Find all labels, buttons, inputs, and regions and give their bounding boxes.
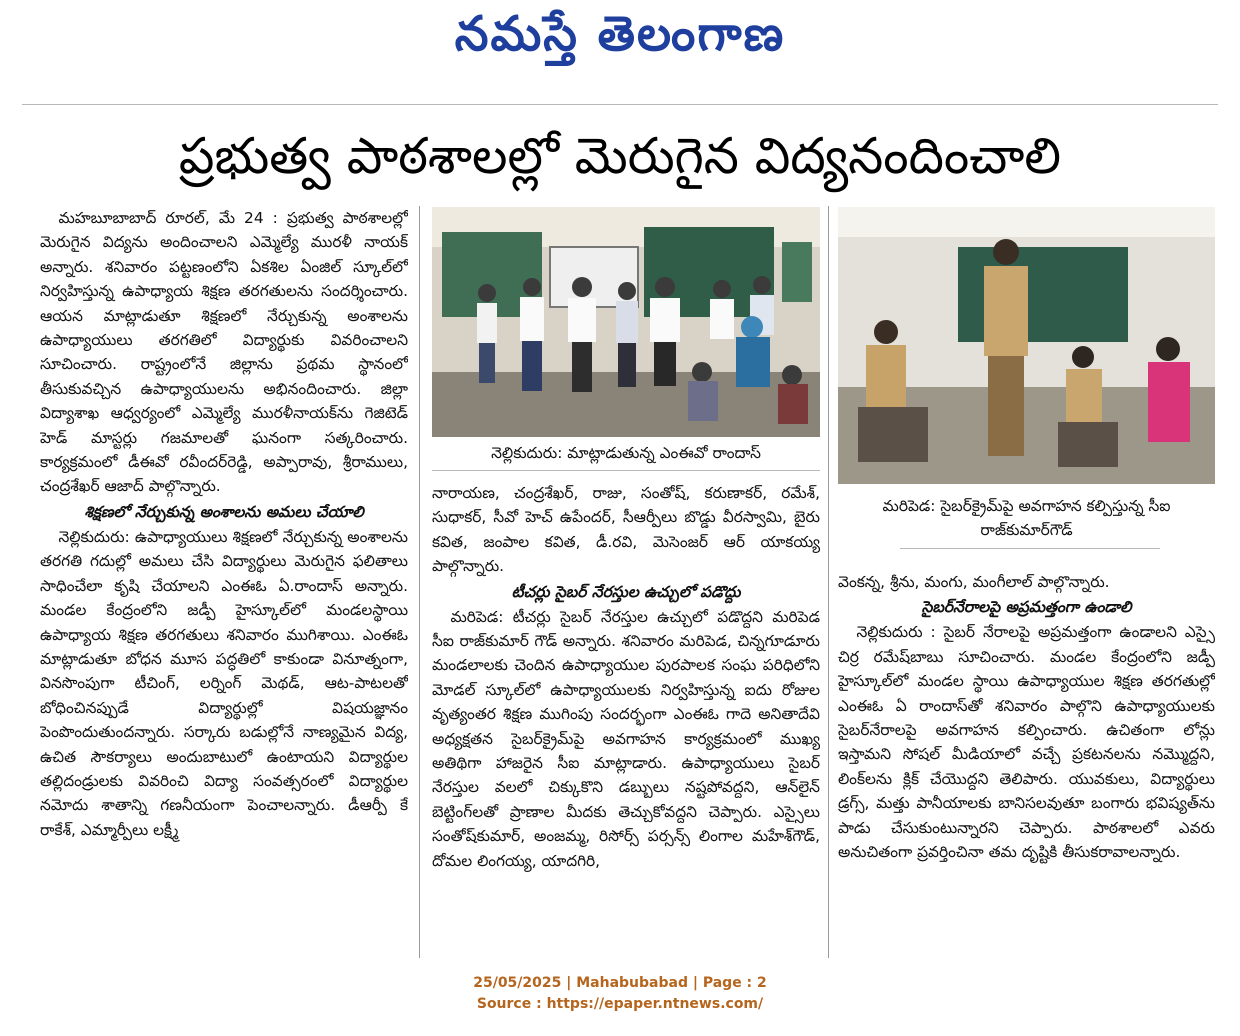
- story-mahabubabad: మహబూబాబాద్ రూరల్, మే 24 : ప్రభుత్వ పాఠశాలల్లో మెరుగైన విద్యను అందించాలని ఎమ్మెల్యే మురళీ నాయక్ అన్నారు. శనివారం పట్టణంలోని ఏకశిల ఏంజిల్ స్కూల్‌లో నిర్వహిస్తున్న ఉపాధ్యాయ శిక్షణ తరగతులను సందర్శించారు. ఆయన మాట్లాడుతూ శిక్షణలో నేర్చుకున్న అంశాలను ఉపాధ్యాయులు తరగతిలో విద్యార్థుకు వివరించాలని సూచించారు. రాష్ట్రంలోనే జిల్లాను ప్రథమ స్థానంలో తీసుకువచ్చిన ఉపాధ్యాయులను అభినందించారు. జిల్లా విద్యాశాఖ ఆధ్వర్యంలో ఎమ్మెల్యే మురళీనాయక్‌ను గెజిటెడ్ హెడ్ మాస్టర్లు గజమాలతో ఘనంగా సత్కరించారు. కార్యక్రమంలో డీఈవో రవీందర్‌రెడ్డి, అప్పారావు, శ్రీరాములు, చంద్రశేఖర్ ఆజాద్ పాల్గొన్నారు.: [40, 209, 408, 496]
- caption-rule: [900, 548, 1160, 549]
- story-nellikuduru-training: నెల్లికుదురు: ఉపాధ్యాయులు శిక్షణలో నేర్చుకున్న అంశాలను తరగతి గదుల్లో అమలు చేసి విద్యార్థులు మెరుగైన ఫలితాలు సాధించేలా కృషి చేయాలని ఎంఈఓ ఏ.రాందాస్ అన్నారు. మండల కేంద్రంలోని జడ్పీ హైస్కూల్‌లో మండలస్థాయి ఉపాధ్యాయ శిక్షణ తరగతులు శనివారం ముగిశాయి. ఎంఈఓ మాట్లాడుతూ బోధన మూస పద్ధతిలో కాకుండా వినూత్నంగా, వినసొంపుగా టీచింగ్, లర్నింగ్ మెథడ్, ఆట-పాటలతో బోధించినప్పుడే విద్యార్థుల్లో విషయజ్ఞానం పెంపొందుతుందన్నారు. సర్కారు బడుల్లోనే నాణ్యమైన విద్య, ఉచిత సౌకర్యాలు అందుబాటులో ఉంటాయని విద్యార్థుల తల్లిదండ్రులకు వివరించి విద్యా సంవత్సరంలో విద్యార్థుల నమోదు శాతాన్ని గణనీయంగా పెంచాలన్నారు. డీఆర్పీ కే రాకేశ్, ఎమ్మార్పీలు లక్ష్మీ: [40, 527, 408, 839]
- photo1-caption: నెల్లికుదురు: మాట్లాడుతున్న ఎంఈవో రాందాస్: [491, 444, 761, 462]
- masthead-logo: నమస్తే తెలంగాణ: [454, 6, 786, 62]
- header-rule: [22, 104, 1218, 105]
- police-awareness-photo: [838, 207, 1215, 484]
- subhead-cyber-alert: సైబర్‌నేరాలపై అప్రమత్తంగా ఉండాలి: [921, 598, 1132, 617]
- subhead-cyber-teachers: టీచర్లు సైబర్ నేరస్తుల ఉచ్చులో పడొద్దు: [511, 582, 741, 601]
- footer-source: Source : https://epaper.ntnews.com/: [476, 996, 764, 1012]
- column-1: [40, 206, 408, 960]
- story-nellikuduru-cont: నారాయణ, చంద్రశేఖర్, రాజు, సంతోష్, కరుణాకర్, రమేశ్, సుధాకర్, సీవో హెచ్ ఉపేందర్, సీఆర్పీలు బొడ్డు వీరస్వామి, బైరు కవిత, జంపాల కవిత, డీ.రవి, మెసెంజర్ ఆర్ యాకయ్య పాల్గొన్నారు.: [432, 484, 820, 576]
- column-2: [432, 481, 820, 958]
- story-maripeda: మరిపెడ: టీచర్లు సైబర్ నేరస్తుల ఉచ్చులో పడొద్దని మరిపెడ సీఐ రాజ్‌కుమార్ గౌడ్ అన్నారు. శనివారం మరిపెడ, చిన్నగూడూరు మండలాలకు చెందిన ఉపాధ్యాయుల పురపాలక సంఘ పరిధిలోని మోడల్ స్కూల్‌లో ఉపాధ్యాయులకు నిర్వహిస్తున్న ఐదు రోజుల వృత్యంతర శిక్షణ ముగింపు సందర్భంగా ఎంఈఓ గాదె అనితాదేవి అధ్యక్షతన సైబర్‌క్రైమ్‌పై అవగాహన కార్యక్రమంలో ముఖ్య అతిథిగా హాజరైన సీఐ మాట్లాడారు. ఉపాధ్యాయులు సైబర్ నేరస్తుల వలలో చిక్కుకొని డబ్బులు నష్టపోవద్దని, ఆన్‌లైన్ బెట్టింగ్‌లతో ప్రాణాల మీదకు తెచ్చుకోవద్దని చెప్పారు. ఎస్సైలు సంతోష్‌కుమార్, అంజమ్మ, రిసోర్స్ పర్సన్స్ లింగాల మహేశ్‌గౌడ్, దోమల లింగయ్య, యాదగిరి,: [432, 607, 820, 870]
- subhead-training: శిక్షణలో నేర్చుకున్న అంశాలను అమలు చేయాలి: [84, 502, 364, 521]
- photo2-caption: మరిపెడ: సైబర్‌క్రైమ్‌పై అవగాహన కల్పిస్తున్న సీఐ రాజ్‌కుమార్‌గౌడ్: [882, 497, 1171, 539]
- column-divider: [419, 206, 420, 958]
- headline: ప్రభుత్వ పాఠశాలల్లో మెరుగైన విద్యనందించాలి: [178, 127, 1062, 185]
- story-nellikuduru-cyber: నెల్లికుదురు : సైబర్ నేరాలపై అప్రమత్తంగా ఉండాలని ఎస్సై చిర్ర రమేష్‌బాబు సూచించారు. మండల కేంద్రంలోని జడ్పీ హైస్కూల్‌లో మండల స్థాయి ఉపాధ్యాయుల శిక్షణ తరగతుల్లో ఎంఈఓ ఏ రాందాస్‌తో శనివారం పాల్గొని ఉపాధ్యాయులకు సైబర్‌నేరాలపై అవగాహన కల్పించారు. ఉచితంగా లోన్లు ఇస్తామని సోషల్ మీడియాలో వచ్చే ప్రకటనలను నమ్మొద్దని, లింక్‌లను క్లిక్ చేయొద్దని తెలిపారు. యువకులు, విద్యార్థులు డ్రగ్స్, మత్తు పానీయాలకు బానిసలవుతూ బంగారు భవిష్యత్‌ను పాడు చేసుకుంటున్నారని చెప్పారు. పాఠశాలలో ఎవరు అనుచితంగా ప్రవర్తించినా తమ దృష్టికి తీసుకరావాలన్నారు.: [838, 623, 1215, 862]
- footer-dateline: 25/05/2025 | Mahabubabad | Page : 2: [473, 975, 767, 991]
- story-maripeda-cont: వెంకన్న, శ్రీను, మంగు, మంగీలాల్ పాల్గొన్నారు.: [838, 573, 1110, 591]
- column-3: [838, 570, 1215, 958]
- caption-rule: [432, 470, 820, 471]
- classroom-photo: [432, 207, 820, 437]
- column-divider: [828, 206, 829, 958]
